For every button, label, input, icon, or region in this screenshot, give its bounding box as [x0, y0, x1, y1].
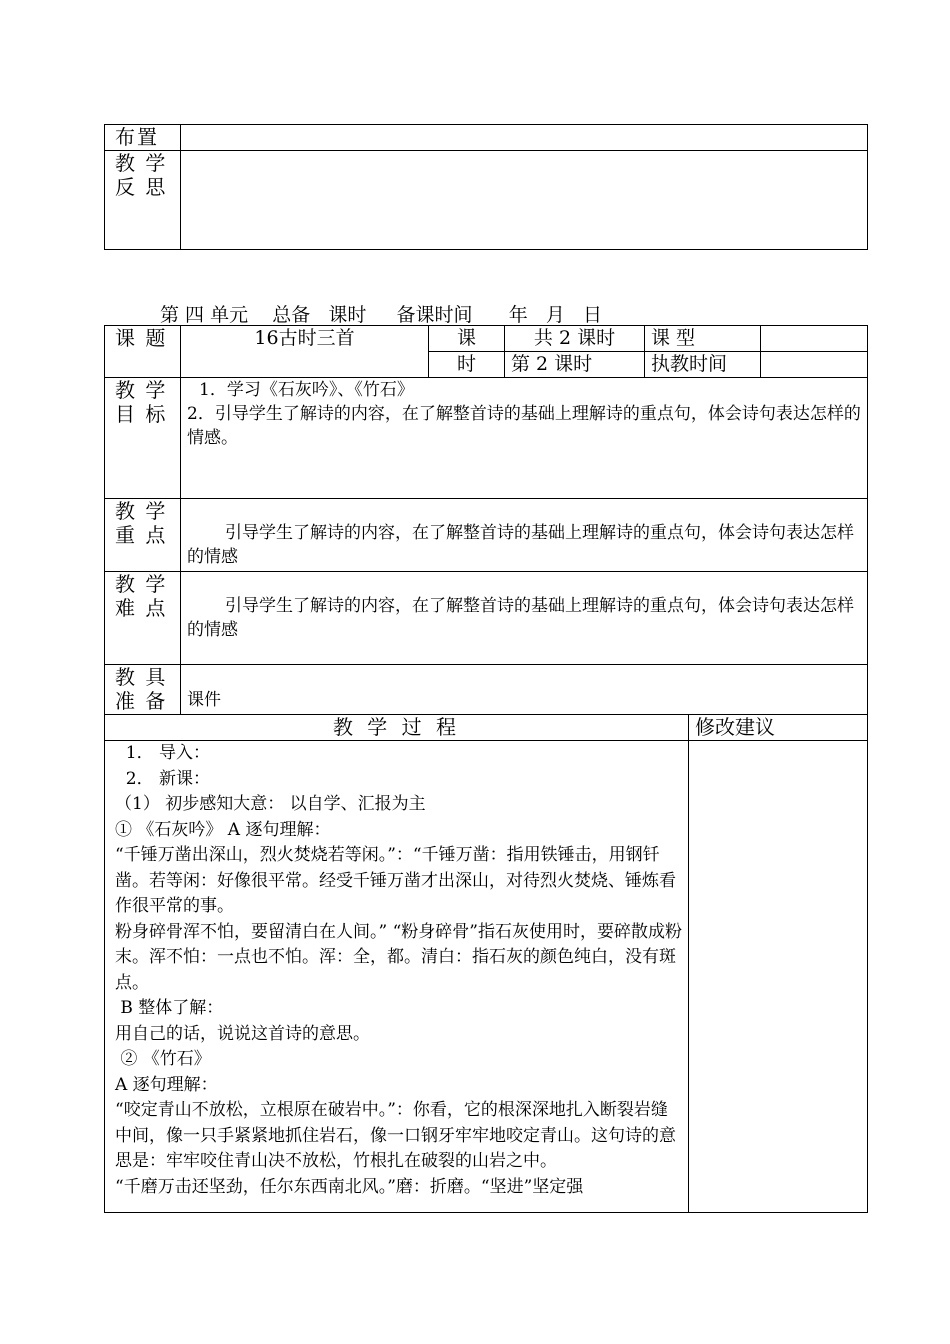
difficulty-text: 引导学生了解诗的内容，在了解整首诗的基础上理解诗的重点句，体会诗句表达怎样的情感 — [187, 596, 854, 640]
assignment-cell — [181, 125, 868, 151]
key-label — [105, 499, 181, 572]
current-period: 第 2 课时 — [505, 352, 645, 378]
goal-label-line1: 教 学 — [115, 378, 168, 402]
tools-label-line1: 教 具 — [115, 665, 168, 689]
assignment-label: 布置 — [105, 125, 181, 151]
process-line: 粉身碎骨浑不怕，要留清白在人间。” “粉身碎骨”指石灰使用时，要碎散成粉末。浑不怕：一点也不怕。浑：全，都。清白：指石灰的颜色纯白，没有斑点。 — [115, 921, 682, 993]
process-line: “咬定青山不放松，立根原在破岩中。”：你看，它的根深深地扎入断裂岩缝中间，像一只手紧紧地抓住岩石，像一口钢牙牢牢地咬定青山。这句诗的意思是：牢牢咬住青山决不放松，竹根扎在破裂的山岩之中。 — [115, 1100, 676, 1171]
key-text: 引导学生了解诗的内容，在了解整首诗的基础上理解诗的重点句，体会诗句表达怎样的情感 — [187, 523, 854, 567]
period-label-2: 时 — [429, 352, 505, 378]
goal-label — [105, 378, 181, 499]
process-line: ① 《石灰吟》 A 逐句理解： — [115, 819, 331, 840]
difficulty-label-line2: 难 点 — [115, 596, 168, 620]
process-line: 1． 导入： — [115, 743, 211, 763]
goal-1: 1．学习《石灰吟》、《竹石》 — [199, 380, 414, 400]
assignment-reflection-table — [104, 124, 868, 250]
reflection-label — [105, 151, 181, 250]
teach-time-value — [761, 352, 868, 378]
period-label-1: 课 — [429, 326, 505, 352]
process-line: “千锤万凿出深山，烈火焚烧若等闲。”：“千锤万凿：指用铁锤击，用钢钎凿。若等闲：好像很平常。经受千锤万凿才出深山，对待烈火焚烧、锤炼看作很平常的事。 — [115, 845, 676, 916]
teach-time-label: 执教时间 — [645, 352, 761, 378]
goal-cell — [181, 378, 868, 499]
process-content — [105, 741, 689, 1213]
lesson-plan-table — [104, 325, 868, 1213]
process-line: 2． 新课： — [115, 768, 211, 789]
type-label: 课 型 — [645, 326, 761, 352]
reflection-cell — [181, 151, 868, 250]
key-label-line2: 重 点 — [115, 523, 168, 547]
process-line: （1） 初步感知大意： 以自学、汇报为主 — [115, 794, 426, 814]
type-value — [761, 326, 868, 352]
total-periods: 共 2 课时 — [505, 326, 645, 352]
tools-text: 课件 — [181, 665, 868, 715]
key-label-line1: 教 学 — [115, 499, 168, 523]
goal-label-line2: 目 标 — [115, 402, 168, 426]
process-heading: 教 学 过 程 — [105, 715, 689, 741]
process-line: “千磨万击还坚劲，任尔东西南北风。”磨：折磨。“坚进”坚定强 — [115, 1176, 584, 1197]
suggestion-cell — [689, 741, 868, 1213]
difficulty-label — [105, 572, 181, 665]
suggestion-heading: 修改建议 — [689, 715, 868, 741]
topic-value: 16古时三首 — [181, 326, 429, 378]
reflection-label-line1: 教 学 — [115, 151, 168, 175]
tools-label-line2: 准 备 — [115, 689, 168, 713]
process-line: 用自己的话，说说这首诗的意思。 — [115, 1023, 370, 1044]
topic-label: 课 题 — [105, 326, 181, 378]
tools-label — [105, 665, 181, 715]
goal-2: 2．引导学生了解诗的内容，在了解整首诗的基础上理解诗的重点句，体会诗句表达怎样的情感。 — [187, 404, 861, 448]
difficulty-label-line1: 教 学 — [115, 572, 168, 596]
process-line: B 整体了解： — [115, 998, 224, 1018]
difficulty-cell — [181, 572, 868, 665]
reflection-label-line2: 反 思 — [115, 175, 168, 199]
unit-header: 第 四 单元 总备 课时 备课时间 年 月 日 — [160, 304, 603, 326]
process-line: A 逐句理解： — [115, 1074, 218, 1095]
key-cell — [181, 499, 868, 572]
process-line: ② 《竹石》 — [115, 1049, 211, 1069]
